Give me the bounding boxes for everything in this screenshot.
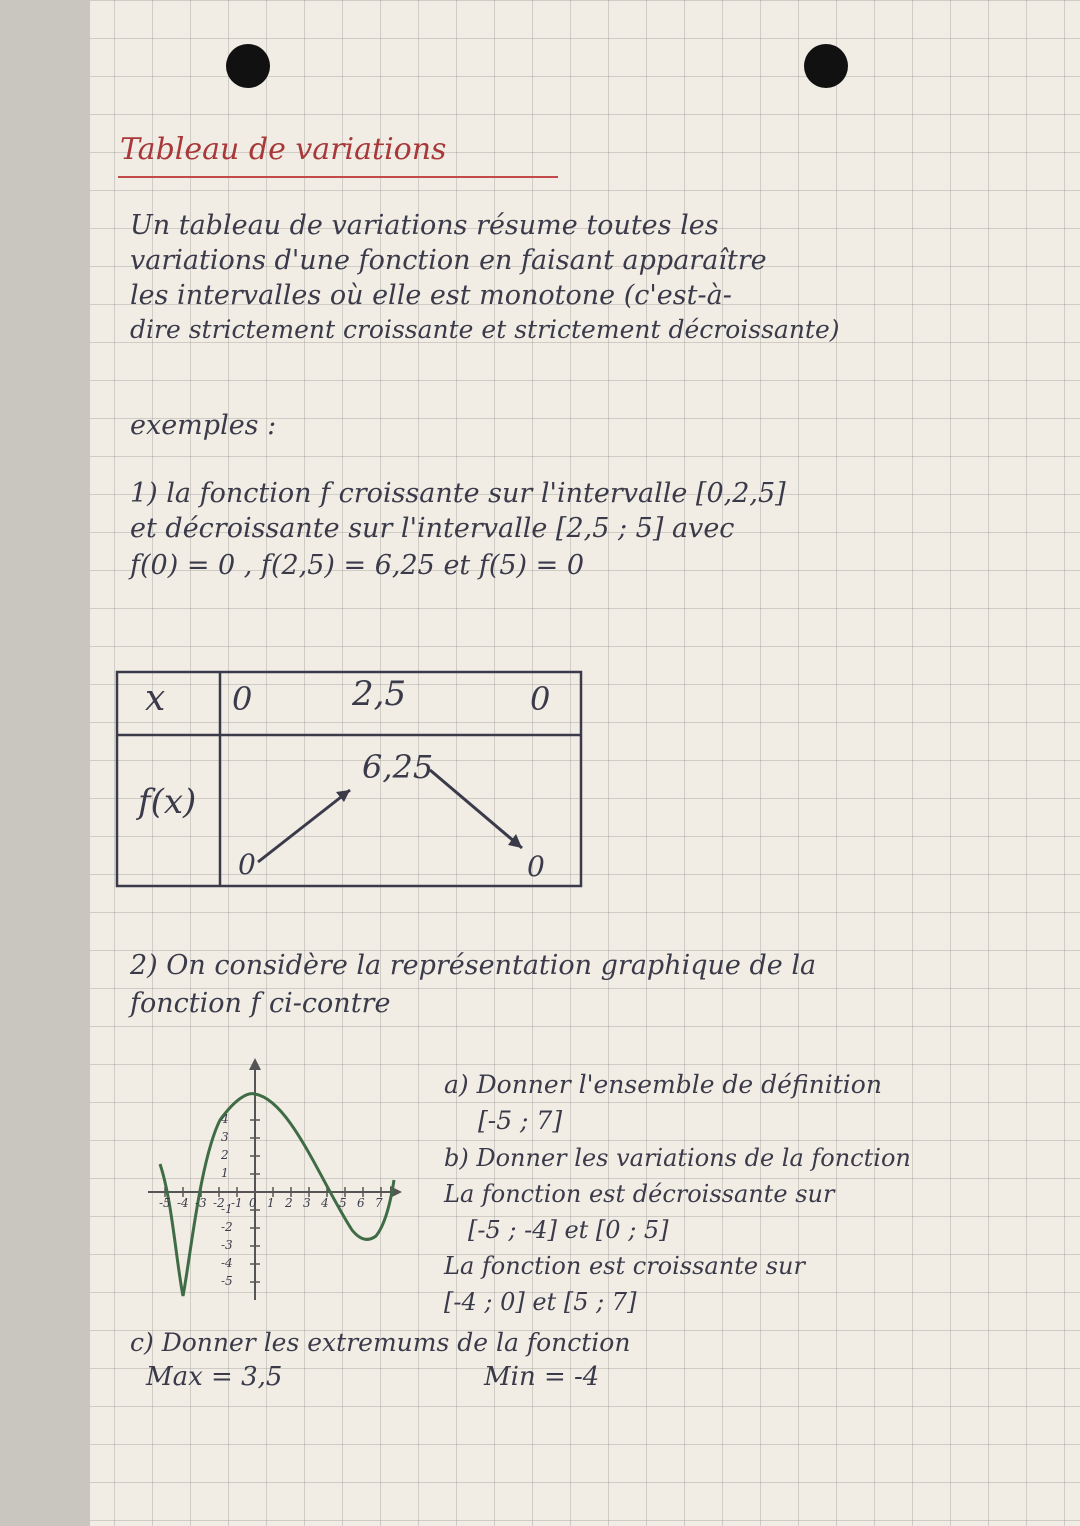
intro-line-1: Un tableau de variations résume toutes les <box>130 210 719 241</box>
y-tick-label: -4 <box>221 1256 233 1270</box>
answer-b-question: b) Donner les variations de la fonction <box>444 1144 911 1172</box>
answer-c-min: Min = -4 <box>484 1362 600 1392</box>
ex1-line-3: f(0) = 0 , f(2,5) = 6,25 et f(5) = 0 <box>130 550 585 581</box>
y-axis-arrow <box>249 1058 261 1070</box>
y-tick-label: 4 <box>221 1112 229 1126</box>
x-tick-label: -4 <box>177 1196 189 1210</box>
x-tick-label: -5 <box>159 1196 171 1210</box>
intro-line-3: les intervalles où elle est monotone (c'est-à- <box>130 280 732 311</box>
answer-c-question: c) Donner les extremums de la fonction <box>130 1328 631 1357</box>
answer-b-response-3: La fonction est croissante sur <box>444 1252 805 1280</box>
x-tick-label: 3 <box>303 1196 311 1210</box>
answer-b-response-2: [-5 ; -4] et [0 ; 5] <box>468 1216 669 1244</box>
ex1-line-1: 1) la fonction f croissante sur l'intervalle [0,2,5] <box>130 478 786 509</box>
function-curve <box>160 1094 394 1296</box>
y-tick-label: -2 <box>221 1220 233 1234</box>
ex2-line-2: fonction f ci-contre <box>130 988 391 1019</box>
answer-c-max: Max = 3,5 <box>146 1362 283 1392</box>
y-tick-label: 1 <box>221 1166 229 1180</box>
answer-a-response: [-5 ; 7] <box>478 1106 563 1135</box>
ex2-line-1: 2) On considère la représentation graphique de la <box>130 950 817 981</box>
intro-line-4: dire strictement croissante et strictement décroissante) <box>130 315 840 344</box>
x-tick-label: 5 <box>339 1196 347 1210</box>
x-tick-label: 2 <box>285 1196 293 1210</box>
table-f-label: f(x) <box>138 782 197 822</box>
x-tick-label: 0 <box>249 1196 257 1210</box>
table-f-value-3: 0 <box>527 850 545 883</box>
table-x-label: x <box>145 678 166 719</box>
table-f-value-1: 0 <box>238 848 256 881</box>
answer-a-question: a) Donner l'ensemble de définition <box>444 1070 882 1099</box>
table-x-value-3: 0 <box>530 680 551 718</box>
x-tick-label: 6 <box>357 1196 365 1210</box>
table-f-value-2: 6,25 <box>362 748 434 786</box>
answer-b-response-1: La fonction est décroissante sur <box>444 1180 835 1208</box>
page-title: Tableau de variations <box>120 132 447 167</box>
ex1-line-2: et décroissante sur l'intervalle [2,5 ; 5] avec <box>130 513 735 544</box>
examples-label: exemples : <box>130 410 277 441</box>
table-x-value-2: 2,5 <box>352 674 407 714</box>
x-tick-label: 1 <box>267 1196 275 1210</box>
x-tick-label: -2 <box>213 1196 225 1210</box>
x-tick-label: -1 <box>231 1196 243 1210</box>
x-tick-label: 4 <box>321 1196 329 1210</box>
answer-b-response-4: [-4 ; 0] et [5 ; 7] <box>444 1288 637 1316</box>
table-x-value-1: 0 <box>232 680 253 718</box>
y-tick-label: -1 <box>221 1202 233 1216</box>
y-tick-label: 3 <box>221 1130 229 1144</box>
x-tick-label: -3 <box>195 1196 207 1210</box>
y-tick-label: -5 <box>221 1274 233 1288</box>
y-tick-label: 2 <box>221 1148 229 1162</box>
x-tick-label: 7 <box>375 1196 383 1210</box>
y-tick-label: -3 <box>221 1238 233 1252</box>
intro-line-2: variations d'une fonction en faisant apparaître <box>130 245 767 276</box>
